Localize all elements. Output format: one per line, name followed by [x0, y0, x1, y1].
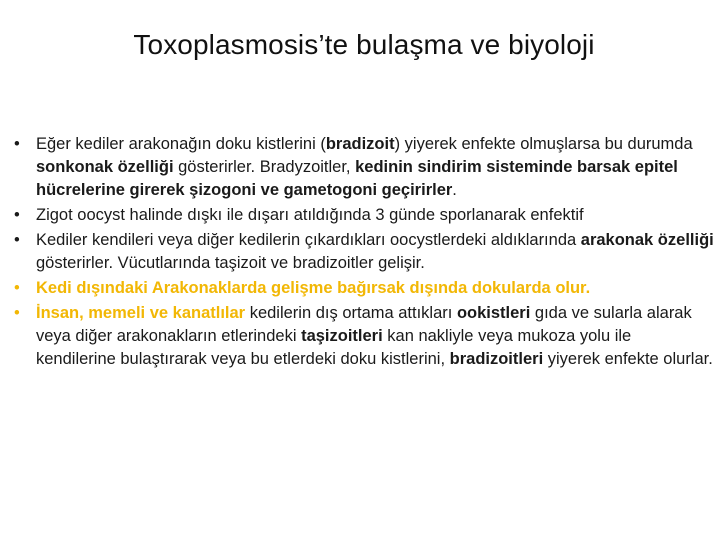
- bullet-bold-text: bradizoit: [325, 135, 395, 153]
- bullet-text: Eğer kediler arakonağın doku kistlerini (: [36, 135, 326, 153]
- bullet-dot-icon: •: [14, 279, 20, 297]
- bullet-text: gösterirler. Vücutlarında taşizoit ve bradizoitler gelişir.: [36, 254, 425, 272]
- bullet-bold-text: ookistleri: [456, 304, 531, 322]
- bullet-text: kedilerin dış ortama attıkları: [245, 304, 457, 322]
- bullet-text: ) yiyerek enfekte olmuşlarsa bu durumda: [394, 135, 693, 153]
- bullet-item-3: [14, 229, 714, 275]
- bullet-item-1: [14, 133, 714, 202]
- bullet-dot-icon: •: [14, 135, 20, 153]
- bullet-bold-text: arakonak özelliği: [580, 231, 714, 249]
- bullet-list: [14, 133, 714, 373]
- bullet-text: Kediler kendileri veya diğer kedilerin çıkardıkları oocystlerdeki aldıklarında: [36, 231, 581, 249]
- bullet-text: Zigot oocyst halinde dışkı ile dışarı atıldığında 3 günde sporlanarak enfektif: [36, 206, 584, 224]
- bullet-text: gıda ve sularla alarak veya diğer arakonakların etlerindeki: [36, 304, 692, 345]
- bullet-dot-icon: •: [14, 304, 20, 322]
- bullet-bold-text: Kedi dışındaki Arakonaklarda gelişme bağırsak dışında dokularda olur.: [36, 279, 591, 297]
- bullet-dot-icon: •: [14, 231, 20, 249]
- bullet-text: kan nakliyle veya mukoza yolu ile kendilerine bulaştırarak veya bu etlerdeki doku kistlerini,: [36, 327, 632, 368]
- bullet-bold-text: kedinin sindirim sisteminde barsak epitel hücrelerine girerek şizogoni ve gametogoni geçirirler: [36, 158, 678, 199]
- slide-title: Toxoplasmosis’te bulaşma ve biyoloji: [133, 29, 595, 60]
- bullet-bold-text: sonkonak özelliği: [36, 158, 174, 176]
- bullet-bold-highlight-text: İnsan, memeli ve kanatlılar: [36, 304, 246, 322]
- bullet-text: gösterirler. Bradyzoitler,: [173, 158, 356, 176]
- bullet-text: yiyerek enfekte olurlar.: [543, 350, 713, 368]
- bullet-dot-icon: •: [14, 206, 20, 224]
- bullet-bold-text: bradizoitleri: [449, 350, 544, 368]
- bullet-item-2: [14, 204, 714, 227]
- bullet-bold-text: taşizoitleri: [301, 327, 383, 345]
- bullet-text: .: [452, 181, 457, 199]
- bullet-item-4-highlighted: [14, 277, 714, 300]
- bullet-item-5: [14, 302, 714, 371]
